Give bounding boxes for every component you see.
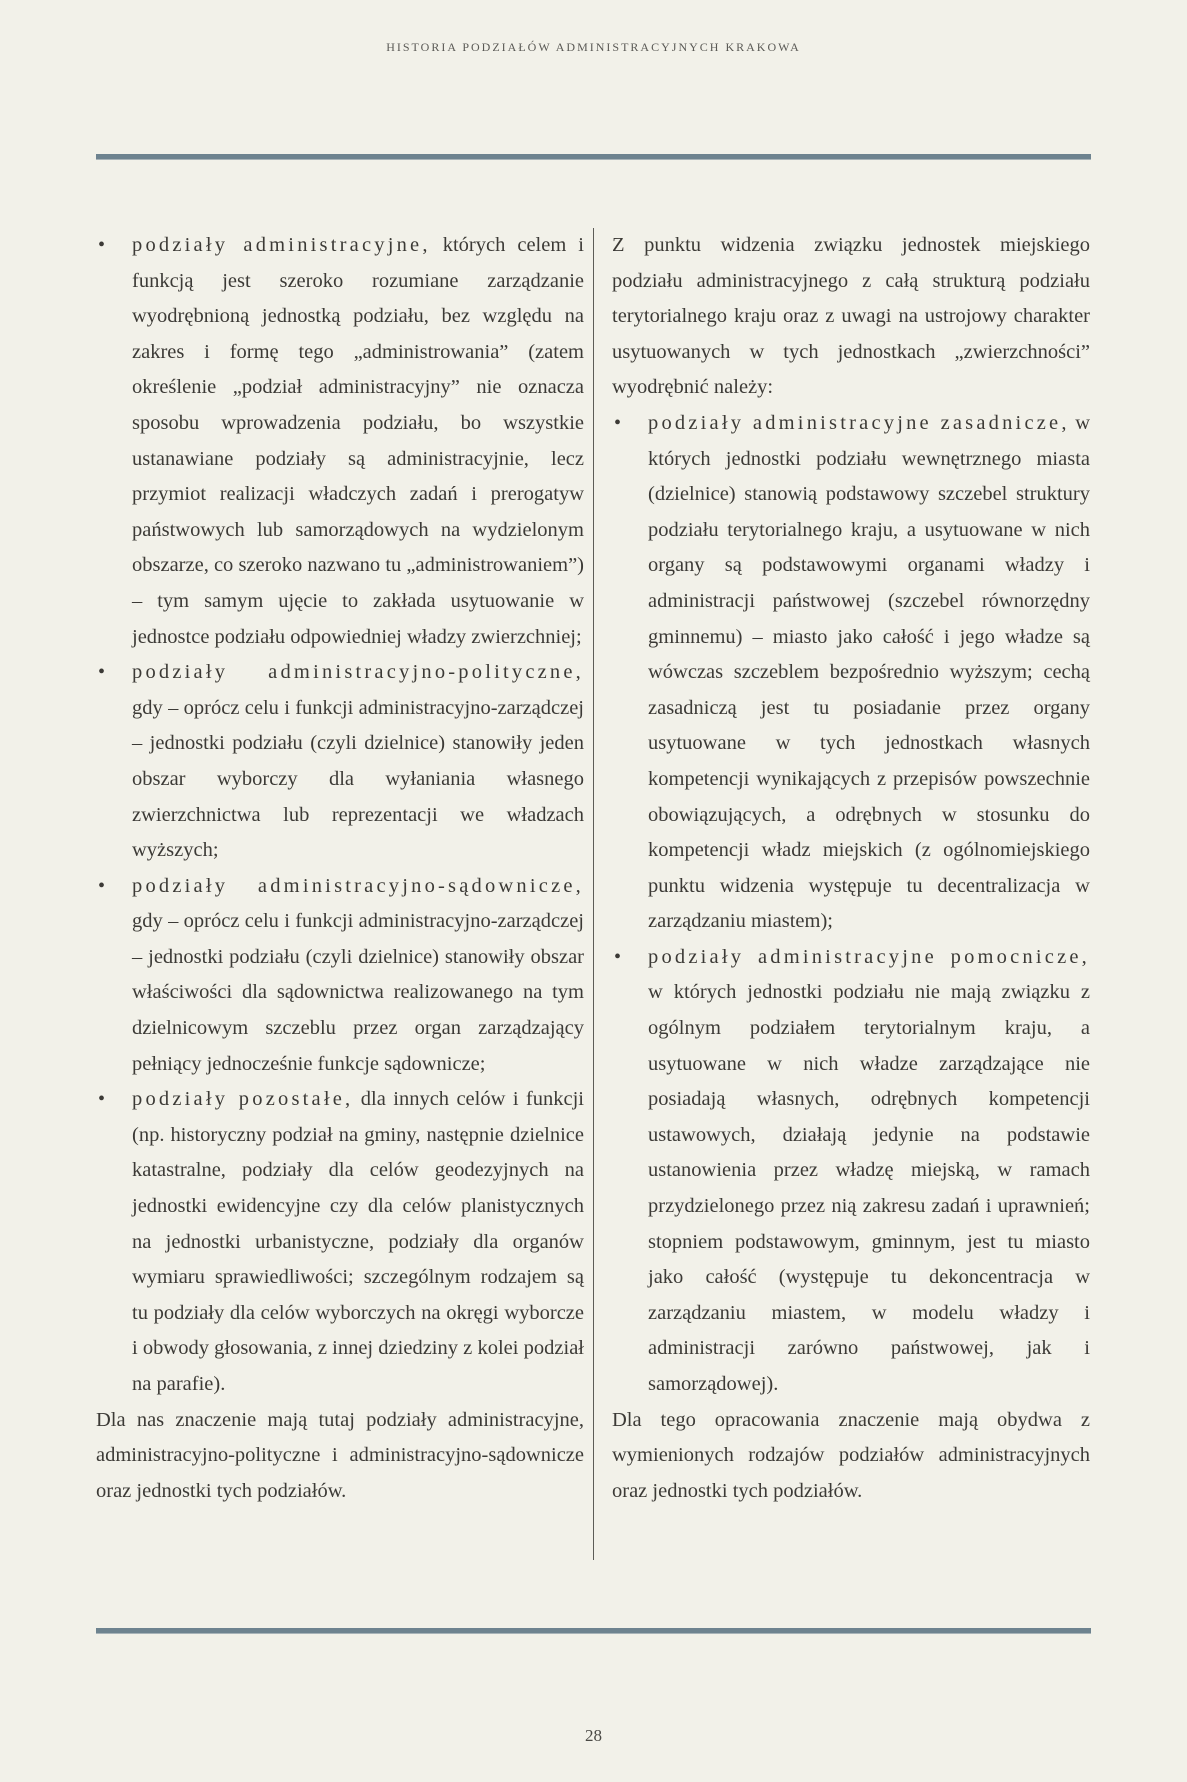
item-text: w których jednostki podziału nie mają związku z ogólnym podziałem terytorialnym kraju, a usytuowane w nich władze zarządzające nie posiadają własnych, odrębnych kompetencji ustawowych, działają jedynie na podstawie ustanowienia przez władzę miejską, w ramach przydzielonego przez nią zakresu zadań i uprawnień; stopniem podstawowym, gminnym, jest tu miasto jako całość (występuje tu dekoncentracja w zarządzaniu miastem, w modelu władzy i administracji zarówno państwowej, jak i samorządowej).	[648, 981, 1090, 1395]
left-column	[96, 228, 584, 1509]
list-item	[96, 228, 584, 655]
item-text: w których jednostki podziału wewnętrznego miasta (dzielnice) stanowią podstawowy szczebel struktury podziału terytorialnego kraju, a usytuowane w nich organy są podstawowymi organami władzy i administracji państwowej (szczebel równorzędny gminnemu) – miasto jako całość i jego władze są wówczas szczeblem bezpośrednio wyższym; cechą zasadniczą jest tu posiadanie przez organy usytuowane w tych jednostkach własnych kompetencji wynikających z przepisów powszechnie obowiązujących, a odrębnych w stosunku do kompetencji władz miejskich (z ogólnomiejskiego punktu widzenia występuje tu decentralizacja w zarządzaniu miastem);	[648, 411, 1091, 933]
bullet-icon: •	[98, 1088, 106, 1111]
item-text: gdy – oprócz celu i funkcji administracyjno-zarządczej – jednostki podziału (czyli dzielnice) stanowiły obszar właściwości dla sądownictwa realizowanego na tym dzielnicowym szczeblu przez organ zarządzający pełniący jednocześnie funkcje sądownicze;	[132, 910, 584, 1075]
intro-paragraph: Z punktu widzenia związku jednostek miejskiego podziału administracyjnego z całą strukturą podziału terytorialnego kraju oraz z uwagi na ustrojowy charakter usytuowanych w tych jednostkach „zwierzchności” wyodrębnić należy:	[612, 234, 1090, 399]
list-item	[612, 940, 1090, 1403]
closing-paragraph: Dla nas znaczenie mają tutaj podziały administracyjne, administracyjno-polityczne i administracyjno-sądownicze oraz jednostki tych podziałów.	[96, 1408, 584, 1502]
list-item	[96, 655, 584, 869]
column-divider	[593, 228, 594, 1560]
term: podziały administracyjne zasadnicze,	[648, 411, 1070, 434]
running-head: HISTORIA PODZIAŁÓW ADMINISTRACYJNYCH KRAKOWA	[386, 40, 801, 54]
bullet-icon: •	[614, 945, 622, 968]
bullet-icon: •	[98, 661, 106, 684]
bullet-icon: •	[614, 411, 622, 434]
term: podziały pozostałe,	[132, 1088, 354, 1111]
right-column	[612, 228, 1090, 1509]
term: podziały administracyjne,	[132, 234, 431, 256]
top-rule	[96, 154, 1091, 160]
list-item	[96, 1082, 584, 1402]
bullet-icon: •	[98, 234, 106, 256]
item-text: których celem i funkcją jest szeroko rozumiane zarządzanie wyodrębnioną jednostką podziału, bez względu na zakres i formę tego „administrowania” (zatem określenie „podział administracyjny” nie oznacza sposobu wprowadzenia podziału, bo wszystkie ustanawiane podziały są administracyjnie, lecz przymiot realizacji władczych zadań i prerogatyw państwowych lub samorządowych na wydzielonym obszarze, co szeroko nazwano tu „administrowaniem”) – tym samym ujęcie to zakłada usytuowanie w jednostce podziału odpowiedniej władzy zwierzchniej;	[132, 234, 584, 648]
term: podziały administracyjno-polityczne,	[132, 661, 584, 684]
bottom-rule	[96, 1628, 1091, 1634]
closing-paragraph: Dla tego opracowania znaczenie mają obydwa z wymienionych rodzajów podziałów administracyjnych oraz jednostki tych podziałów.	[612, 1408, 1090, 1502]
bullet-list	[96, 228, 584, 1403]
item-text: dla innych celów i funkcji (np. historyczny podział na gminy, następnie dzielnice katastralne, podziały dla celów geodezyjnych na jednostki ewidencyjne czy dla celów planistycznych na jednostki urbanistyczne, podziały dla organów wymiaru sprawiedliwości; szczególnym rodzajem są tu podziały dla celów wyborczych na okręgi wyborcze i obwody głosowania, z innej dziedziny z kolei podział na parafie).	[132, 1088, 584, 1395]
item-text: gdy – oprócz celu i funkcji administracyjno-zarządczej – jednostki podziału (czyli dzielnice) stanowiły jeden obszar wyborczy dla wyłaniania własnego zwierzchnictwa lub reprezentacji we władzach wyższych;	[132, 696, 584, 862]
list-item	[96, 869, 584, 1083]
bullet-icon: •	[98, 874, 106, 897]
list-item	[612, 406, 1090, 940]
term: podziały administracyjno-sądownicze,	[132, 874, 584, 897]
term: podziały administracyjne pomocnicze,	[648, 945, 1090, 968]
bullet-list	[612, 406, 1090, 1403]
page-number: 28	[585, 1726, 602, 1745]
